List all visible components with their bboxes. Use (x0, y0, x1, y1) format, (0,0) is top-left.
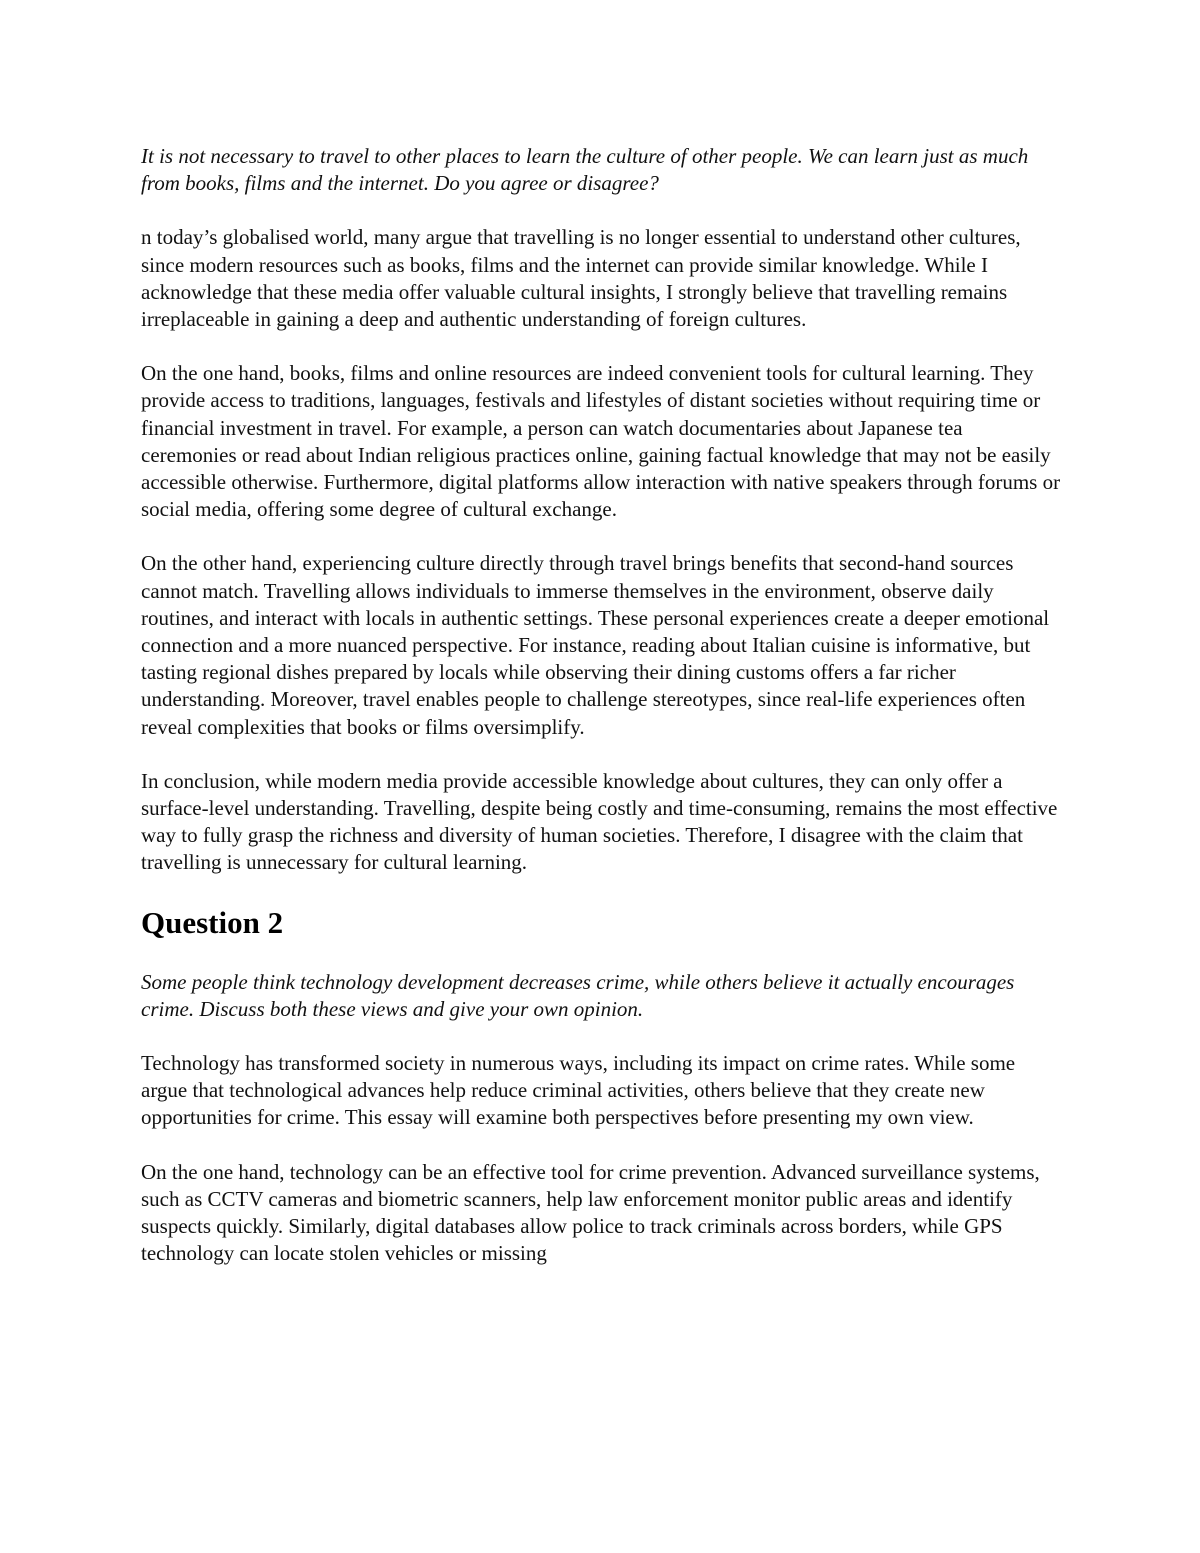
document-body (141, 143, 1061, 1295)
question-1-prompt: It is not necessary to travel to other places to learn the culture of other people. We can learn just as much from books, films and the internet. Do you agree or disagree? (141, 144, 1029, 196)
q1-introduction-paragraph: n today’s globalised world, many argue that travelling is no longer essential to understand other cultures, since modern resources such as books, films and the internet can provide similar knowledge. While I acknowledge that these media offer valuable cultural insights, I strongly believe that travelling remains irreplaceable in gaining a deep and authentic understanding of foreign cultures. (141, 225, 1021, 332)
q1-body-paragraph-1: On the one hand, books, films and online resources are indeed convenient tools for cultural learning. They provide access to traditions, languages, festivals and lifestyles of distant societies without requiring time or financial investment in travel. For example, a person can watch documentaries about Japanese tea ceremonies or read about Indian religious practices online, gaining factual knowledge that may not be easily accessible otherwise. Furthermore, digital platforms allow interaction with native speakers through forums or social media, offering some degree of cultural exchange. (141, 361, 1061, 522)
question-2-prompt: Some people think technology development decreases crime, while others believe it actually encourages crime. Discuss both these views and give your own opinion. (141, 969, 1015, 1021)
q1-body-paragraph-2: On the other hand, experiencing culture directly through travel brings benefits that second-hand sources cannot match. Travelling allows individuals to immerse themselves in the environment, observe daily routines, and interact with locals in authentic settings. These personal experiences create a deeper emotional connection and a more nuanced perspective. For instance, reading about Italian cuisine is informative, but tasting regional dishes prepared by locals while observing their dining customs offers a far richer understanding. Moreover, travel enables people to challenge stereotypes, since real-life experiences often reveal complexities that books or films oversimplify. (141, 551, 1050, 739)
question-2-heading: Question 2 (141, 904, 284, 940)
q1-conclusion-paragraph: In conclusion, while modern media provide accessible knowledge about cultures, they can only offer a surface-level understanding. Travelling, despite being costly and time-consuming, remains the most effective way to fully grasp the richness and diversity of human societies. Therefore, I disagree with the claim that travelling is unnecessary for cultural learning. (141, 768, 1058, 875)
q2-introduction-paragraph: Technology has transformed society in numerous ways, including its impact on crime rates. While some argue that technological advances help reduce criminal activities, others believe that they create new opportunities for crime. This essay will examine both perspectives before presenting my own view. (141, 1051, 1016, 1130)
q2-body-paragraph-1: On the one hand, technology can be an effective tool for crime prevention. Advanced surveillance systems, such as CCTV cameras and biometric scanners, help law enforcement monitor public areas and identify suspects quickly. Similarly, digital databases allow police to track criminals across borders, while GPS technology can locate stolen vehicles or missing (141, 1159, 1040, 1266)
